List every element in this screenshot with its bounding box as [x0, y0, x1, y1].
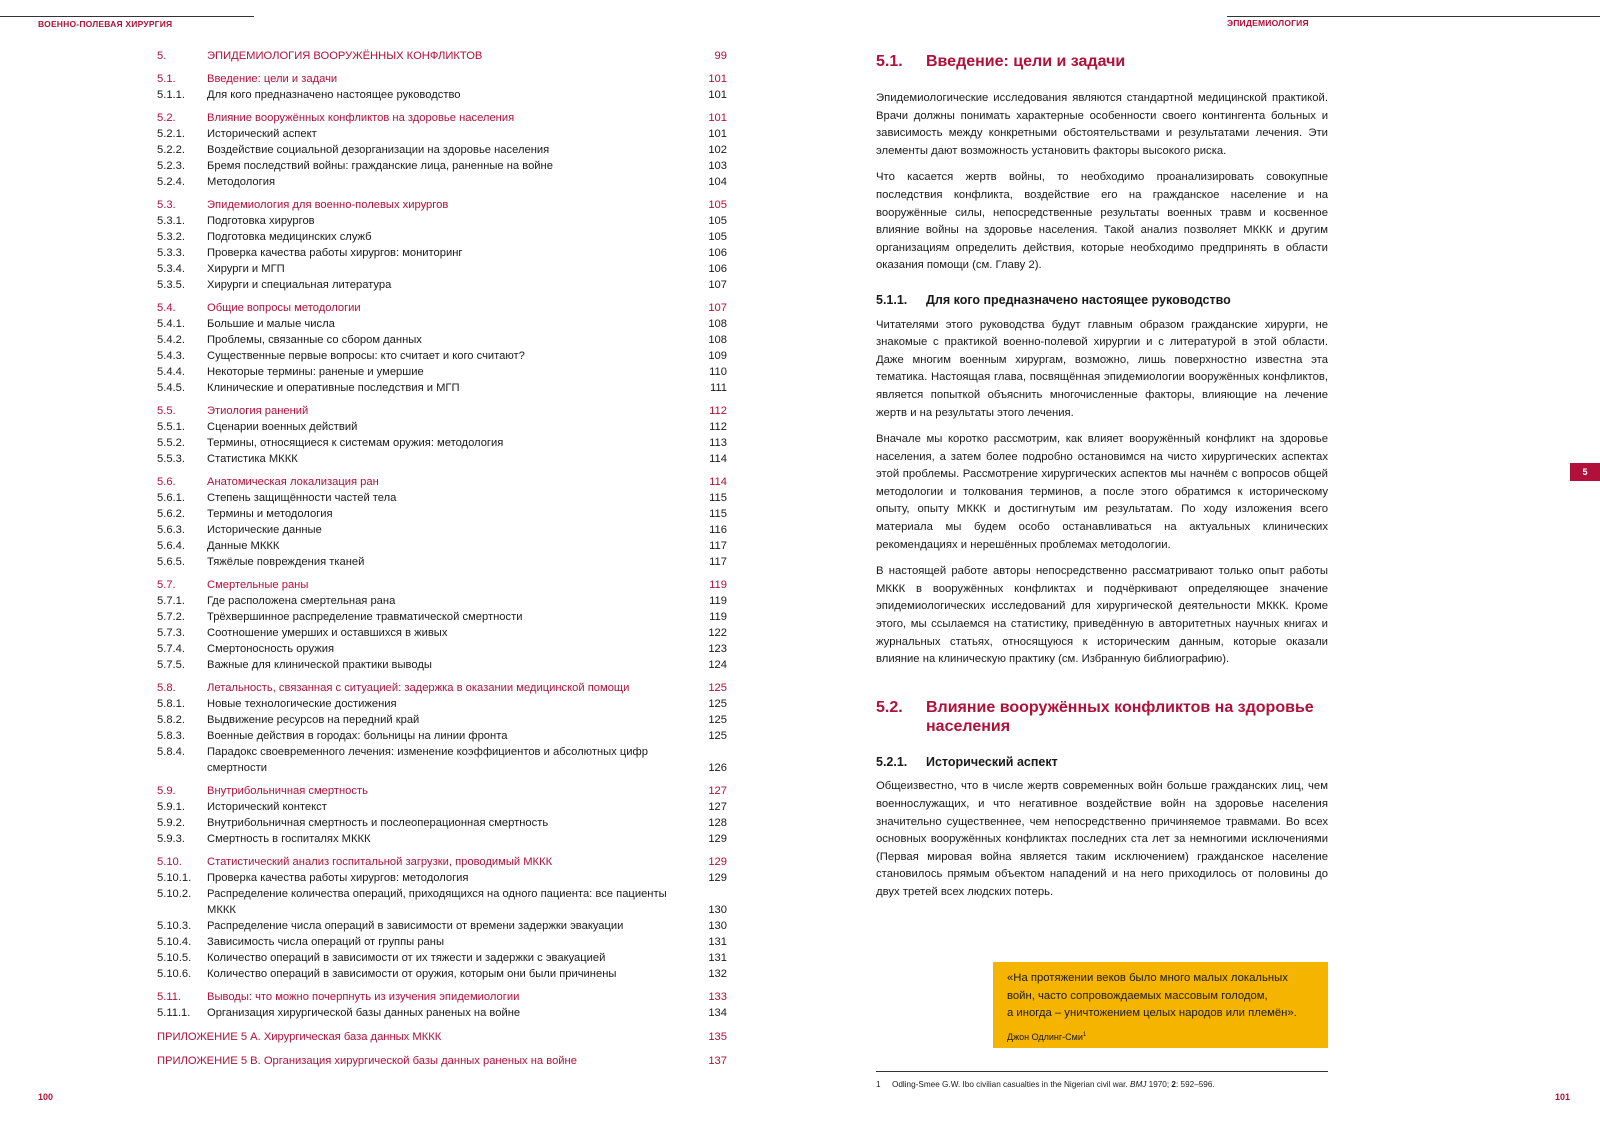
toc-title: ЭПИДЕМИОЛОГИЯ ВООРУЖЁННЫХ КОНФЛИКТОВ — [207, 50, 483, 62]
toc-row[interactable] — [157, 277, 727, 293]
toc-row[interactable] — [157, 870, 727, 886]
toc-page-number: 108 — [708, 334, 727, 346]
toc-page-number: 106 — [708, 263, 727, 275]
toc-title: Военные действия в городах: больницы на линии фронта — [207, 730, 508, 742]
toc-row[interactable] — [157, 712, 727, 728]
quote-line: войн, часто сопровождаемых массовым голодом, — [1007, 989, 1268, 1002]
toc-page-number: 115 — [709, 492, 727, 504]
toc-title: Клинические и оперативные последствия и МГП — [207, 382, 460, 394]
toc-page-number: 105 — [708, 215, 727, 227]
toc-page-number: 103 — [708, 160, 727, 172]
toc-page-number: 127 — [708, 801, 727, 813]
toc-number: 5.2.3. — [157, 160, 185, 172]
toc-page-number: 132 — [708, 968, 727, 980]
quote-author: Джон Одлинг-Сми$^1$ — [1007, 1031, 1087, 1042]
toc-page-number: 128 — [708, 817, 727, 829]
toc-title: Тяжёлые повреждения тканей — [207, 556, 365, 568]
toc-number: 5.7. — [157, 579, 176, 591]
toc-title: Выводы: что можно почерпнуть из изучения эпидемиологии — [207, 991, 520, 1003]
toc-row[interactable] — [157, 174, 727, 190]
toc-title: Для кого предназначено настоящее руководство — [207, 89, 461, 101]
toc-row[interactable] — [157, 657, 727, 673]
toc-number: 5.6.1. — [157, 492, 185, 504]
toc-number: 5.8.4. — [157, 746, 185, 758]
quote-box — [993, 962, 1328, 1048]
toc-row[interactable] — [157, 918, 727, 934]
toc-title: Хирурги и МГП — [207, 263, 285, 275]
toc-number: 5.7.1. — [157, 595, 185, 607]
toc-page-number: 111 — [709, 382, 727, 394]
toc-number: 5.4.4. — [157, 366, 185, 378]
toc-number: 5.9. — [157, 785, 176, 797]
toc-page-number: 107 — [708, 302, 727, 314]
toc-page-number: 123 — [708, 643, 727, 655]
paragraph: Что касается жертв войны, то необходимо проанализировать совокупные последствия конфликта, воздействие его на гражданское население и на вооружённые силы, непосредственные результаты военных травм и косвенное влияние войны на здоровье населения. Такой анализ позволяет МККК и другим организациям определить действия, которые необходимо предпринять в области оказания помощи (см. Главу 2). — [876, 171, 1328, 272]
toc-row[interactable] — [157, 229, 727, 245]
toc-page-number: 108 — [708, 318, 727, 330]
paragraph: Эпидемиологические исследования являются стандартной медицинской практикой. Врачи должны понимать характерные особенности своего контингента больных и зависимость между конкретными обстоятельствами и результатами лечения. Эти элементы дают возможность установить факторы высокого риска. — [876, 92, 1328, 157]
toc-row[interactable] — [157, 490, 727, 506]
toc-title: Распределение количества операций, приходящихся на одного пациента: все пациенты МККК — [207, 888, 667, 916]
toc-row[interactable] — [157, 419, 727, 435]
toc-number: 5.5.2. — [157, 437, 185, 449]
toc-page-number: 112 — [709, 421, 727, 433]
toc-number: 5.10.5. — [157, 952, 192, 964]
toc-page-number: 129 — [708, 833, 727, 845]
toc-page-number: 131 — [708, 952, 727, 964]
toc-title: Зависимость числа операций от группы раны — [207, 936, 444, 948]
toc-title: Хирурги и специальная литература — [207, 279, 392, 291]
toc-number: 5.3.1. — [157, 215, 185, 227]
heading-5-1: 5.1. Введение: цели и задачи — [876, 53, 1126, 70]
toc-row[interactable] — [157, 799, 727, 815]
toc-title: Летальность, связанная с ситуацией: задержка в оказании медицинской помощи — [207, 682, 630, 694]
toc-title: Бремя последствий войны: гражданские лица, раненные на войне — [207, 160, 553, 172]
toc-title: Новые технологические достижения — [207, 698, 397, 710]
toc-number: 5.6. — [157, 476, 176, 488]
toc-title: Где расположена смертельная рана — [207, 595, 396, 607]
toc-number: 5.6.2. — [157, 508, 185, 520]
toc-title: Трёхвершинное распределение травматической смертности — [207, 611, 523, 623]
toc-page-number: 126 — [708, 762, 727, 774]
running-head-right: ЭПИДЕМИОЛОГИЯ — [800, 16, 1600, 28]
toc-number: 5.10.1. — [157, 872, 192, 884]
toc-number: 5.6.3. — [157, 524, 185, 536]
toc-row[interactable] — [157, 641, 727, 657]
toc-page-number: 115 — [709, 508, 727, 520]
toc-title: Внутрибольничная смертность и послеоперационная смертность — [207, 817, 549, 829]
toc-title: Подготовка хирургов — [207, 215, 315, 227]
toc-title: Смертность в госпиталях МККК — [207, 833, 371, 845]
toc-number: 5.9.2. — [157, 817, 185, 829]
paragraph: Читателями этого руководства будут главным образом гражданские хирурги, не знакомые с практикой военно-полевой хирургии и с литературой в этой области. Даже многим военным хирургам, возможно, лишь поверхностно известна эта тематика. Настоящая глава, посвящённая эпидемиологии вооружённых конфликтов, является попыткой объяснить многочисленные факторы, влияющие на лечение жертв и на результаты этого лечения. — [876, 318, 1328, 419]
toc-number: 5.10.6. — [157, 968, 192, 980]
toc-title: Исторический аспект — [207, 128, 317, 140]
toc-title: Смертельные раны — [207, 579, 309, 591]
toc-row[interactable] — [157, 625, 727, 641]
heading-5-2-1: 5.2.1. Исторический аспект — [876, 754, 1058, 769]
toc-number: 5.2.2. — [157, 144, 185, 156]
toc-section-row[interactable] — [157, 783, 727, 799]
toc-title: Проверка качества работы хирургов: мониторинг — [207, 247, 463, 259]
toc-page-number: 133 — [708, 991, 727, 1003]
toc-row[interactable] — [157, 364, 727, 380]
toc-page-number: 125 — [708, 698, 727, 710]
toc-page-number: 127 — [708, 785, 727, 797]
toc-title: Влияние вооружённых конфликтов на здоровье населения — [207, 112, 515, 124]
toc-title: Термины, относящиеся к системам оружия: методология — [207, 437, 504, 449]
toc-section-row[interactable] — [157, 110, 727, 126]
toc-row[interactable] — [157, 158, 727, 174]
toc-page-number: 102 — [708, 144, 727, 156]
toc-title: Организация хирургической базы данных раненых на войне — [207, 1007, 521, 1019]
toc-page-number: 119 — [709, 611, 727, 623]
toc-number: 5.9.1. — [157, 801, 185, 813]
toc-row[interactable] — [157, 554, 727, 570]
toc-row[interactable] — [157, 380, 727, 396]
toc-number: 5.4.3. — [157, 350, 185, 362]
toc-row[interactable] — [157, 261, 727, 277]
toc-page-number: 137 — [708, 1055, 727, 1067]
paragraph: Вначале мы коротко рассмотрим, как влияет вооружённый конфликт на здоровье населения, а затем более подробно остановимся на чисто хирургических аспектах этой проблемы. Рассмотрение хирургических аспектов мы начнём с вопросов общей методологии и толкования терминов, а после этого обратимся к историческому опыту, опыту МККК и достигнутым им результатам. По ходу изложения всего материала мы будем особо останавливаться на актуальных клинических рекомендациях и нерешённых проблемах методологии. — [876, 433, 1328, 551]
toc-number: 5.3.3. — [157, 247, 185, 259]
toc-page-number: 117 — [709, 556, 727, 568]
toc-row[interactable] — [157, 126, 727, 142]
toc-title: Этиология ранений — [207, 405, 309, 417]
toc-title: Сценарии военных действий — [207, 421, 358, 433]
footnote-divider — [876, 1071, 1328, 1072]
toc-row[interactable] — [157, 213, 727, 229]
toc-page-number: 101 — [708, 89, 727, 101]
toc-page-number: 116 — [709, 524, 727, 536]
toc-row[interactable] — [157, 245, 727, 261]
toc-number: 5.10.4. — [157, 936, 192, 948]
toc-page-number: 125 — [708, 682, 727, 694]
toc-page-number: 99 — [714, 50, 727, 62]
toc-title: Исторический контекст — [207, 801, 327, 813]
toc-title: Количество операций в зависимости от оружия, которым они были причинены — [207, 968, 617, 980]
toc-row[interactable] — [157, 332, 727, 348]
toc-number: 5.11.1. — [157, 1007, 191, 1019]
running-head-left: ВОЕННО-ПОЛЕВАЯ ХИРУРГИЯ — [0, 16, 254, 28]
toc-number: 5.9.3. — [157, 833, 185, 845]
page-number-right: 101 — [1554, 1092, 1570, 1102]
toc-title: Анатомическая локализация ран — [207, 476, 379, 488]
toc-title: Большие и малые числа — [207, 318, 335, 330]
article-body — [876, 52, 1328, 911]
toc-row[interactable] — [157, 815, 727, 831]
toc-number: 5.2. — [157, 112, 176, 124]
toc-title: Распределение числа операций в зависимости от времени задержки эвакуации — [207, 920, 624, 932]
toc-page-number: 124 — [708, 659, 727, 671]
toc-section-row[interactable] — [157, 71, 727, 87]
toc-title: Общие вопросы методологии — [207, 302, 361, 314]
toc-title: Эпидемиология для военно-полевых хирургов — [207, 199, 449, 211]
toc-number: 5.8. — [157, 682, 176, 694]
toc-row[interactable] — [157, 831, 727, 847]
toc-title: Введение: цели и задачи — [207, 73, 338, 85]
toc-section-row[interactable] — [157, 197, 727, 213]
toc-row[interactable] — [157, 1005, 727, 1021]
toc-row[interactable] — [157, 950, 727, 966]
toc-title: Количество операций в зависимости от их тяжести и задержки с эвакуацией — [207, 952, 606, 964]
toc-number: 5.10.2. — [157, 888, 192, 900]
toc-number: 5.10. — [157, 856, 182, 868]
toc-page-number: 112 — [709, 405, 727, 417]
toc-number: 5.11. — [157, 991, 182, 1003]
toc-number: 5.10.3. — [157, 920, 192, 932]
toc-title: Воздействие социальной дезорганизации на здоровье населения — [207, 144, 550, 156]
toc-page-number: 122 — [708, 627, 727, 639]
toc-number: 5. — [157, 50, 167, 62]
toc-page-number: 129 — [708, 872, 727, 884]
toc-number: 5.7.3. — [157, 627, 185, 639]
toc-section-row[interactable] — [157, 48, 727, 64]
toc-title: ПРИЛОЖЕНИЕ 5 A. Хирургическая база данных МККК — [157, 1031, 442, 1043]
toc-page-number: 101 — [708, 128, 727, 140]
toc-number: 5.5. — [157, 405, 176, 417]
toc-number: 5.7.4. — [157, 643, 185, 655]
toc-number: 5.5.3. — [157, 453, 185, 465]
toc-section-row[interactable] — [157, 680, 727, 696]
toc-page-number: 129 — [708, 856, 727, 868]
toc-page-number: 104 — [708, 176, 727, 188]
toc-appendix-row[interactable] — [157, 1029, 727, 1045]
toc-page-number: 131 — [708, 936, 727, 948]
toc-number: 5.1.1. — [157, 89, 185, 101]
toc-title: Методология — [207, 176, 276, 188]
toc-row[interactable] — [157, 934, 727, 950]
toc-number: 5.7.5. — [157, 659, 185, 671]
toc-section-row[interactable] — [157, 989, 727, 1005]
toc-page-number: 119 — [709, 595, 727, 607]
toc-number: 5.4.5. — [157, 382, 185, 394]
toc-row[interactable] — [157, 609, 727, 625]
toc-section-row[interactable] — [157, 474, 727, 490]
toc-page-number: 125 — [708, 730, 727, 742]
toc-number: 5.2.1. — [157, 128, 185, 140]
toc-page-number: 130 — [708, 920, 727, 932]
toc-section-row[interactable] — [157, 854, 727, 870]
toc-title: ПРИЛОЖЕНИЕ 5 B. Организация хирургической базы данных раненых на войне — [157, 1055, 577, 1067]
toc-section-row[interactable] — [157, 300, 727, 316]
quote-line: «На протяжении веков было много малых локальных — [1007, 972, 1288, 984]
toc-page-number: 105 — [708, 199, 727, 211]
toc-number: 5.6.4. — [157, 540, 185, 552]
toc-row[interactable] — [157, 744, 727, 776]
toc-row[interactable] — [157, 593, 727, 609]
toc-number: 5.6.5. — [157, 556, 185, 568]
toc-page-number: 107 — [708, 279, 727, 291]
paragraph: Общеизвестно, что в числе жертв современных войн больше гражданских лиц, чем военнослужащих, и что негативное воздействие войн на здоровье населения значительно существеннее, чем непосредственно причиняемое травмами. Во всех основных вооружённых конфликтах последних ста лет за немногими исключениями (Первая мировая война является таким исключением) гражданское население становилось прямым объектом нападений и на него приходилось от половины до двух третей всех людских потерь. — [876, 780, 1328, 898]
toc-page-number: 117 — [709, 540, 727, 552]
toc-title: Внутрибольничная смертность — [207, 785, 368, 797]
toc-title: Смертоносность оружия — [207, 643, 335, 655]
toc-number: 5.3.5. — [157, 279, 185, 291]
table-of-contents — [157, 48, 727, 1069]
toc-title: Степень защищённости частей тела — [207, 492, 397, 504]
footnote: 1 Odling-Smee G.W. Ibo civilian casualties in the Nigerian civil war. BMJ 1970; 2: 592–596. — [876, 1080, 1215, 1089]
toc-row[interactable] — [157, 886, 727, 918]
toc-number: 5.4. — [157, 302, 176, 314]
toc-page-number: 130 — [708, 904, 727, 916]
toc-row[interactable] — [157, 506, 727, 522]
toc-row[interactable] — [157, 522, 727, 538]
toc-page-number: 134 — [708, 1007, 727, 1019]
toc-number: 5.1. — [157, 73, 176, 85]
toc-page-number: 135 — [708, 1031, 727, 1043]
toc-title: Проблемы, связанные со сбором данных — [207, 334, 422, 346]
page-number-left: 100 — [38, 1092, 54, 1102]
toc-page-number: 114 — [709, 476, 727, 488]
toc-section-row[interactable] — [157, 403, 727, 419]
toc-title: Термины и методология — [207, 508, 333, 520]
toc-title: Исторические данные — [207, 524, 322, 536]
toc-page-number: 106 — [708, 247, 727, 259]
toc-row[interactable] — [157, 696, 727, 712]
toc-page-number: 101 — [708, 73, 727, 85]
toc-title: Существенные первые вопросы: кто считает и кого считают? — [207, 350, 525, 362]
heading-5-2: 5.2. Влияние вооружённых конфликтов на здоровье населения — [876, 698, 1314, 735]
toc-row[interactable] — [157, 966, 727, 982]
toc-appendix-row[interactable] — [157, 1053, 727, 1069]
toc-row[interactable] — [157, 728, 727, 744]
toc-page-number: 101 — [708, 112, 727, 124]
toc-title: Важные для клинической практики выводы — [207, 659, 432, 671]
toc-page-number: 110 — [709, 366, 727, 378]
toc-number: 5.3.2. — [157, 231, 185, 243]
toc-number: 5.5.1. — [157, 421, 185, 433]
toc-page-number: 114 — [709, 453, 727, 465]
toc-page-number: 119 — [709, 579, 727, 591]
toc-page-number: 105 — [708, 231, 727, 243]
heading-5-1-1: 5.1.1. Для кого предназначено настоящее руководство — [876, 292, 1231, 307]
toc-row[interactable] — [157, 538, 727, 554]
toc-row[interactable] — [157, 348, 727, 364]
chapter-tab: 5 — [1570, 463, 1600, 481]
toc-title: Подготовка медицинских служб — [207, 231, 372, 243]
paragraph: В настоящей работе авторы непосредственно рассматривают только опыт работы МККК в вооружённых конфликтах и подчёркивают определяющее значение эпидемиологических исследований для хирургической деятельности МККК. Кроме этого, мы ссылаемся на статистику, приведённую в авторитетных научных книгах и журнальных статьях, относящуюся к историческим данным, которые оказали влияние на клиническую практику (см. Избранную библиографию). — [876, 565, 1328, 666]
toc-number: 5.8.3. — [157, 730, 185, 742]
quote-line: а иногда – уничтожением целых народов или племён». — [1007, 1007, 1297, 1019]
toc-page-number: 109 — [708, 350, 727, 362]
toc-number: 5.4.2. — [157, 334, 185, 346]
toc-page-number: 125 — [708, 714, 727, 726]
toc-page-number: 113 — [709, 437, 727, 449]
toc-number: 5.8.1. — [157, 698, 185, 710]
toc-title: Соотношение умерших и оставшихся в живых — [207, 627, 448, 639]
toc-number: 5.3.4. — [157, 263, 185, 275]
toc-title: Статистический анализ госпитальной загрузки, проводимый МККК — [207, 856, 553, 868]
toc-section-row[interactable] — [157, 577, 727, 593]
toc-row[interactable] — [157, 435, 727, 451]
toc-title: Статистика МККК — [207, 453, 298, 465]
toc-number: 5.3. — [157, 199, 176, 211]
toc-row[interactable] — [157, 142, 727, 158]
toc-number: 5.7.2. — [157, 611, 185, 623]
toc-number: 5.4.1. — [157, 318, 185, 330]
toc-title: Выдвижение ресурсов на передний край — [207, 714, 420, 726]
toc-row[interactable] — [157, 451, 727, 467]
toc-row[interactable] — [157, 316, 727, 332]
toc-title: Парадокс своевременного лечения: изменение коэффициентов и абсолютных цифр смертности — [207, 746, 648, 774]
toc-title: Некоторые термины: раненые и умершие — [207, 366, 424, 378]
toc-number: 5.8.2. — [157, 714, 185, 726]
toc-number: 5.2.4. — [157, 176, 185, 188]
toc-row[interactable] — [157, 87, 727, 103]
toc-title: Данные МККК — [207, 540, 280, 552]
toc-title: Проверка качества работы хирургов: методология — [207, 872, 469, 884]
